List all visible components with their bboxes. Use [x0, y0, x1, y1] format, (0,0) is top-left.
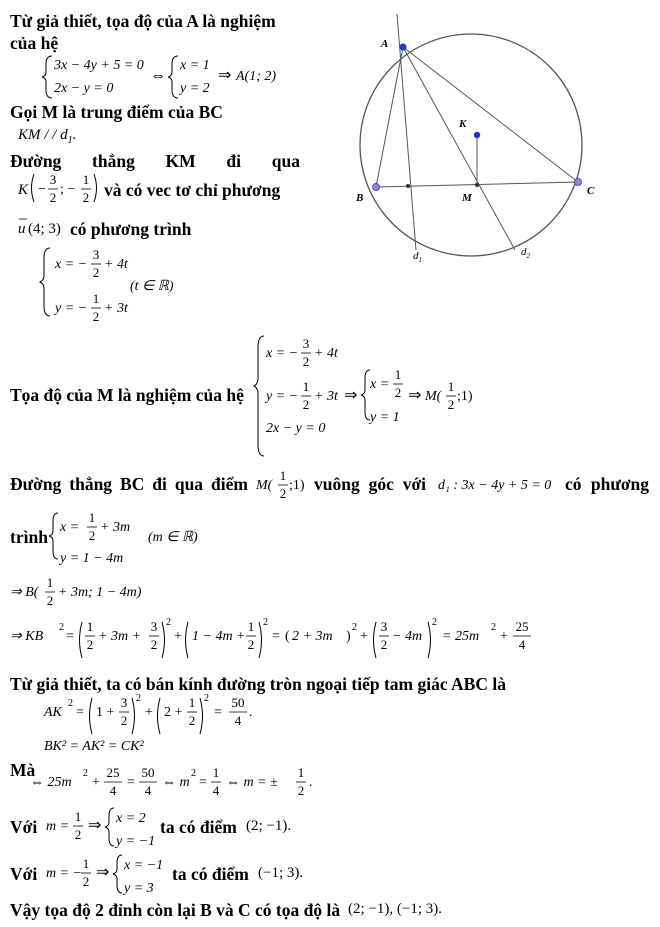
svg-text:4: 4: [144, 783, 152, 798]
svg-text:3: 3: [150, 619, 158, 634]
svg-text:2: 2: [204, 693, 209, 704]
svg-text:1: 1: [74, 809, 82, 824]
svg-text:1: 1: [212, 765, 220, 780]
svg-text:2x − y = 0: 2x − y = 0: [266, 421, 326, 436]
conclusion-text: Vậy tọa độ 2 đỉnh còn lại B và C có tọa độ là: [10, 900, 341, 920]
brace-icon: [49, 513, 58, 559]
svg-text:− 4m: − 4m: [392, 629, 423, 644]
brace-icon: [254, 336, 264, 456]
svg-text:.: .: [309, 775, 313, 790]
svg-text:AK: AK: [44, 705, 62, 720]
label-k: K: [459, 118, 467, 130]
svg-text:=: =: [66, 629, 74, 644]
svg-text:2: 2: [136, 693, 141, 704]
svg-text:x =: x =: [60, 520, 80, 535]
bc-domain: (m ∈ ℝ): [148, 530, 198, 545]
svg-text:2: 2: [188, 713, 196, 728]
svg-text:x = −: x = −: [266, 346, 299, 361]
svg-text:m =: m =: [46, 819, 70, 834]
svg-text:3: 3: [302, 336, 310, 351]
svg-text:y = 3: y = 3: [124, 881, 154, 896]
case2-text: ta có điểm: [172, 864, 249, 884]
svg-text:2: 2: [297, 783, 305, 798]
svg-text:y = −: y = −: [266, 389, 299, 404]
svg-text:=: =: [214, 705, 222, 720]
conclusion-points: (2; −1), (−1; 3).: [348, 901, 442, 917]
radius-line: Từ giả thiết, ta có bán kính đường tròn ngoại tiếp tam giác ABC là: [10, 674, 506, 694]
svg-text:x = −1: x = −1: [124, 858, 164, 873]
svg-text:2: 2: [49, 190, 57, 205]
svg-text:2: 2: [68, 698, 73, 709]
m-system-label: Tọa độ của M là nghiệm của hệ: [10, 385, 244, 405]
sys1-sol-x: x = 1: [180, 58, 210, 73]
svg-text:2: 2: [82, 190, 90, 205]
label-d1: $d_1$: [413, 250, 422, 264]
svg-text:1: 1: [46, 575, 54, 590]
svg-text:25: 25: [106, 765, 120, 780]
svg-text:x = −: x = −: [55, 257, 88, 272]
svg-text:1: 1: [88, 510, 96, 525]
svg-text:): ): [346, 629, 351, 644]
svg-text:1 − 4m +: 1 − 4m +: [192, 629, 246, 644]
km-parallel: KM / / $d_1$.: [18, 127, 77, 146]
svg-text:2: 2: [447, 397, 455, 412]
svg-text:25: 25: [515, 619, 529, 634]
iff-icon: ⇔: [150, 67, 166, 84]
bc-line-words: Đường thẳng BC đi qua điểm: [10, 474, 248, 494]
label-d2: $d_2$: [521, 246, 530, 260]
svg-text:2: 2: [302, 354, 310, 369]
direction-line-1: Đường thẳng KM đi qua: [10, 151, 300, 171]
brace-icon: [361, 370, 370, 420]
svg-text:=: =: [127, 775, 135, 790]
case1-text: ta có điểm: [160, 817, 237, 837]
bc-line-words-2: vuông góc với: [314, 474, 426, 494]
midpoint-line: Gọi M là trung điểm của BC: [10, 102, 223, 122]
svg-text:2: 2: [83, 768, 88, 779]
svg-text:2: 2: [88, 528, 96, 543]
svg-text:2: 2: [491, 622, 496, 633]
u-coords: (4; 3): [28, 221, 61, 237]
svg-text:2: 2: [263, 617, 268, 628]
svg-text:1: 1: [279, 468, 287, 483]
svg-text:+: +: [360, 629, 368, 644]
svg-text:2: 2: [120, 713, 128, 728]
brace-icon: [40, 248, 50, 316]
k-label: K: [18, 182, 29, 198]
svg-text:; −: ; −: [60, 182, 76, 197]
brace-icon: [168, 56, 178, 98]
svg-text:4: 4: [234, 713, 242, 728]
brace-icon: [105, 808, 114, 846]
svg-text:1: 1: [447, 379, 455, 394]
u-vector: u: [18, 221, 26, 237]
svg-text:+ 3t: + 3t: [104, 301, 128, 316]
svg-text:−: −: [38, 182, 46, 197]
svg-text:x =: x =: [370, 377, 390, 392]
svg-text:2: 2: [166, 617, 171, 628]
svg-text:4: 4: [212, 783, 220, 798]
svg-text:2 +: 2 +: [164, 705, 183, 720]
svg-text:2: 2: [46, 593, 54, 608]
case2-voi: Với: [10, 864, 38, 884]
svg-text:y = −1: y = −1: [116, 834, 156, 849]
svg-text:1 +: 1 +: [96, 705, 115, 720]
svg-text:+: +: [174, 629, 182, 644]
implies-icon: ⇒: [218, 67, 232, 84]
intro-line-1: Từ giả thiết, tọa độ của A là nghiệm: [10, 11, 276, 31]
svg-text:M(: M(: [425, 389, 442, 404]
solve-equation: [30, 765, 313, 798]
direction-line-2: và có vec tơ chỉ phương: [104, 180, 281, 200]
param-domain: (t ∈ ℝ): [130, 279, 174, 294]
kb-squared-expansion: [10, 617, 531, 658]
bc-line-words-3: có phương: [565, 474, 649, 494]
svg-text:M(: M(: [256, 478, 273, 493]
svg-text:2: 2: [92, 265, 100, 280]
sys1-eq2: 2x − y = 0: [54, 81, 114, 96]
bc-trinh: trình: [10, 527, 48, 547]
svg-text:y = −: y = −: [55, 301, 88, 316]
sys1-sol-y: y = 2: [180, 81, 210, 96]
brace-icon: [113, 855, 122, 893]
svg-text:1: 1: [302, 379, 310, 394]
svg-text:3: 3: [120, 695, 128, 710]
d1-equation: d₁ : 3x − 4y + 5 = 0: [438, 478, 552, 493]
svg-text:2: 2: [394, 385, 402, 400]
sys1-eq1: 3x − 4y + 5 = 0: [54, 58, 144, 73]
svg-text:2: 2: [150, 637, 158, 652]
label-a: A: [381, 38, 389, 50]
svg-text:50: 50: [141, 765, 155, 780]
svg-text:;1): ;1): [457, 389, 473, 404]
svg-text:4: 4: [518, 637, 526, 652]
svg-text:+ 3m; 1 − 4m): + 3m; 1 − 4m): [58, 585, 142, 600]
svg-text:⇒: ⇒: [88, 817, 102, 834]
svg-text:2: 2: [380, 637, 388, 652]
bk-ak-ck: BK² = AK² = CK²: [44, 739, 144, 754]
svg-text:y = 1 − 4m: y = 1 − 4m: [60, 551, 124, 566]
svg-text:2: 2: [92, 309, 100, 324]
svg-text:1: 1: [82, 856, 90, 871]
svg-text:m = −: m = −: [46, 866, 83, 881]
svg-text:1: 1: [394, 367, 402, 382]
svg-text:2: 2: [247, 637, 255, 652]
svg-text:⇔ 25m: ⇔ 25m: [30, 775, 72, 790]
svg-text:+: +: [145, 705, 153, 720]
svg-text:2 + 3m: 2 + 3m: [292, 629, 333, 644]
svg-text:2: 2: [432, 617, 437, 628]
svg-text:2: 2: [279, 486, 287, 501]
svg-text:=: =: [272, 629, 280, 644]
brace-icon: [42, 56, 52, 98]
svg-text:=: =: [199, 775, 207, 790]
svg-text:= 25m: = 25m: [442, 629, 480, 644]
ma-label: Mà: [10, 760, 36, 780]
svg-text:+ 4t: + 4t: [104, 257, 128, 272]
svg-text:⇒ B(: ⇒ B(: [10, 585, 39, 600]
implies-icon: ⇒: [344, 387, 358, 404]
svg-text:3: 3: [49, 172, 57, 187]
svg-text:1: 1: [92, 291, 100, 306]
svg-text:+ 3t: + 3t: [314, 389, 338, 404]
label-m: M: [462, 192, 472, 204]
svg-text:⇔ m: ⇔ m: [162, 775, 190, 790]
svg-text:3: 3: [92, 247, 100, 262]
svg-text:4: 4: [109, 783, 117, 798]
direction-line-3: có phương trình: [70, 219, 192, 239]
svg-text:=: =: [76, 705, 84, 720]
implies-icon: ⇒: [408, 387, 422, 404]
svg-text:(: (: [285, 629, 290, 644]
intro-line-2: của hệ: [10, 33, 59, 53]
ak-squared: [43, 693, 253, 734]
svg-text:2: 2: [352, 622, 357, 633]
svg-text:2: 2: [74, 827, 82, 842]
svg-text:3: 3: [380, 619, 388, 634]
svg-text:1: 1: [188, 695, 196, 710]
svg-text:;1): ;1): [289, 478, 305, 493]
svg-text:2: 2: [82, 874, 90, 889]
svg-text:(2; −1).: (2; −1).: [246, 818, 292, 834]
svg-text:+ 3m +: + 3m +: [98, 629, 142, 644]
svg-text:+ 4t: + 4t: [314, 346, 338, 361]
svg-text:+ 3m: + 3m: [100, 520, 131, 535]
svg-text:1: 1: [247, 619, 255, 634]
svg-text:+: +: [500, 629, 508, 644]
svg-text:x = 2: x = 2: [116, 811, 146, 826]
label-c: C: [587, 185, 595, 197]
svg-text:1: 1: [82, 172, 90, 187]
case1-voi: Với: [10, 817, 38, 837]
svg-text:.: .: [249, 705, 253, 720]
svg-text:⇒ KB: ⇒ KB: [10, 629, 44, 644]
svg-text:y = 1: y = 1: [370, 410, 400, 425]
svg-text:+: +: [92, 775, 100, 790]
svg-text:(−1; 3).: (−1; 3).: [258, 865, 304, 881]
svg-text:2: 2: [59, 622, 64, 633]
svg-text:2: 2: [86, 637, 94, 652]
point-a-result: A(1; 2): [236, 69, 277, 84]
svg-text:1: 1: [86, 619, 94, 634]
svg-text:1: 1: [297, 765, 305, 780]
label-b: B: [356, 192, 364, 204]
svg-text:2: 2: [302, 397, 310, 412]
svg-text:2: 2: [191, 768, 196, 779]
svg-text:50: 50: [231, 695, 245, 710]
svg-text:⇔ m = ±: ⇔ m = ±: [226, 775, 278, 790]
svg-text:⇒: ⇒: [96, 864, 110, 881]
